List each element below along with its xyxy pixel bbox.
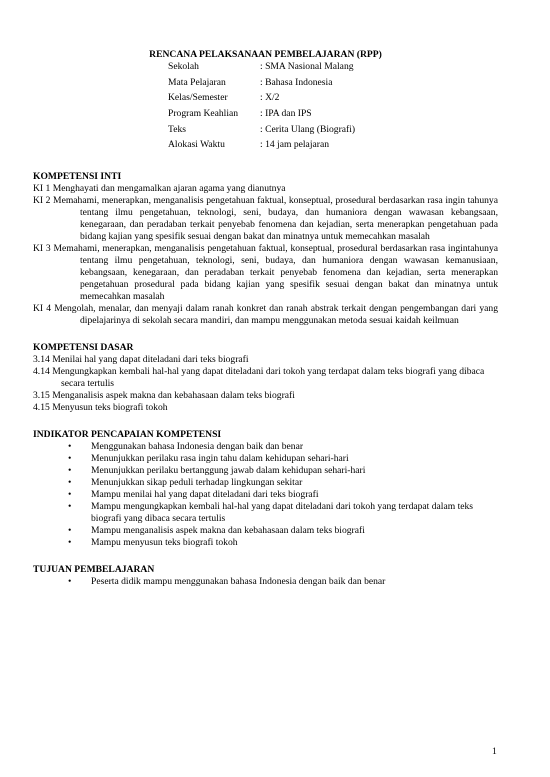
list-item xyxy=(33,489,498,501)
identity-label: Teks xyxy=(168,123,186,135)
list-item-text: Mampu menilai hal yang dapat diteladani dari teks biografi xyxy=(91,488,319,500)
bullet-icon: • xyxy=(68,536,72,548)
document-content xyxy=(33,49,498,588)
section-heading: TUJUAN PEMBELAJARAN xyxy=(33,563,155,575)
list-item xyxy=(33,525,498,537)
section-heading: KOMPETENSI INTI xyxy=(33,171,122,183)
identity-table xyxy=(168,61,355,155)
kd-item: 3.14 Menilai hal yang dapat diteladani dari teks biografi xyxy=(33,353,249,365)
identity-row xyxy=(168,124,355,140)
ki-item: KI 1 Menghayati dan mengamalkan ajaran agama yang dianutnya xyxy=(33,183,286,195)
ki-item: KI 3 Memahami, menerapkan, menganalisis pengetahuan faktual, konseptual, prosedural berdasarkan rasa ingintahunya tentang ilmu pengetahuan, teknologi, seni, budaya, dan humaniora dengan wawasan kemanusiaan, kebangsaan, kenegaraan, dan peradaban terkait penyebab fenomena dan kejadian, serta menerapkan pengetahuan prosedural pada bidang kajian yang spesifik sesuai dengan bakat dan minatnya untuk memecahkan masalah xyxy=(33,243,498,302)
list-item xyxy=(33,453,498,465)
kd-item: 4.15 Menyusun teks biografi tokoh xyxy=(33,401,168,413)
identity-label: Alokasi Waktu xyxy=(168,139,225,151)
identity-row xyxy=(168,92,355,108)
identity-value: : 14 jam pelajaran xyxy=(260,139,329,151)
list-item-text: Menunjukkan sikap peduli terhadap lingkungan sekitar xyxy=(91,476,303,488)
tujuan-section xyxy=(33,564,498,588)
section-heading: KOMPETENSI DASAR xyxy=(33,341,134,353)
list-item-text: Menunjukkan perilaku bertanggung jawab dalam kehidupan sehari-hari xyxy=(91,464,366,476)
identity-label: Sekolah xyxy=(168,60,199,72)
list-item-text: Menggunakan bahasa Indonesia dengan baik dan benar xyxy=(91,440,304,452)
list-item-text: Mampu menganalisis aspek makna dan kebahasaan dalam teks biografi xyxy=(91,524,365,536)
identity-row xyxy=(168,108,355,124)
identity-row xyxy=(168,139,355,155)
bullet-icon: • xyxy=(68,488,72,500)
document-title: RENCANA PELAKSANAAN PEMBELAJARAN (RPP) xyxy=(149,49,382,60)
ki-item: KI 2 Memahami, menerapkan, menganalisis pengetahuan faktual, konseptual, prosedural berdasarkan rasa ingin tahunya tentang ilmu pengetahuan, teknologi, seni, budaya, dan humaniora dengan wawasan kebangsaan, kenegaraan, dan peradaban terkait penyebab fenomena dan kejadian, serta menerapkan pengetahuan pada bidang kajian yang spesifik sesuai dengan bakat dan minatnya untuk memecahkan masalah xyxy=(33,195,498,243)
kompetensi-inti-section xyxy=(33,171,498,327)
bullet-icon: • xyxy=(68,500,72,512)
identity-row xyxy=(168,77,355,93)
tujuan-list xyxy=(33,576,498,588)
kd-item: 3.15 Menganalisis aspek makna dan kebahasaan dalam teks biografi xyxy=(33,389,295,401)
bullet-icon: • xyxy=(68,476,72,488)
list-item-text: Mampu menyusun teks biografi tokoh xyxy=(91,536,238,548)
bullet-icon: • xyxy=(68,575,72,587)
list-item xyxy=(33,501,498,525)
identity-value: : Cerita Ulang (Biografi) xyxy=(260,123,356,135)
indikator-section xyxy=(33,429,498,549)
identity-value: : IPA dan IPS xyxy=(260,108,312,120)
list-item-text: Peserta didik mampu menggunakan bahasa Indonesia dengan baik dan benar xyxy=(91,575,386,587)
bullet-icon: • xyxy=(68,452,72,464)
identity-value: : X/2 xyxy=(260,92,280,104)
kompetensi-dasar-section xyxy=(33,342,498,414)
identity-value: : Bahasa Indonesia xyxy=(260,76,333,88)
bullet-icon: • xyxy=(68,464,72,476)
identity-label: Mata Pelajaran xyxy=(168,76,226,88)
indikator-list xyxy=(33,441,498,549)
list-item xyxy=(33,576,498,588)
list-item-text: Mampu mengungkapkan kembali hal-hal yang dapat diteladani dari tokoh yang terdapat dalam teks biografi yang dibaca secara tertulis xyxy=(91,500,474,524)
bullet-icon: • xyxy=(68,524,72,536)
list-item-text: Menunjukkan perilaku rasa ingin tahu dalam kehidupan sehari-hari xyxy=(91,452,349,464)
list-item xyxy=(33,441,498,453)
section-heading: INDIKATOR PENCAPAIAN KOMPETENSI xyxy=(33,428,222,440)
identity-row xyxy=(168,61,355,77)
list-item xyxy=(33,465,498,477)
identity-label: Program Keahlian xyxy=(168,108,239,120)
identity-value: : SMA Nasional Malang xyxy=(260,60,354,72)
bullet-icon: • xyxy=(68,440,72,452)
identity-label: Kelas/Semester xyxy=(168,92,228,104)
page-number: 1 xyxy=(492,746,497,757)
kd-item: 4.14 Mengungkapkan kembali hal-hal yang dapat diteladani dari tokoh yang terdapat dalam teks biografi yang dibaca secara tertulis xyxy=(33,365,485,389)
list-item xyxy=(33,477,498,489)
ki-item: KI 4 Mengolah, menalar, dan menyaji dalam ranah konkret dan ranah abstrak terkait dengan pengembangan dari yang dipelajarinya di sekolah secara mandiri, dan mampu menggunakan metoda sesuai kaidah keilmuan xyxy=(33,302,498,326)
list-item xyxy=(33,537,498,549)
